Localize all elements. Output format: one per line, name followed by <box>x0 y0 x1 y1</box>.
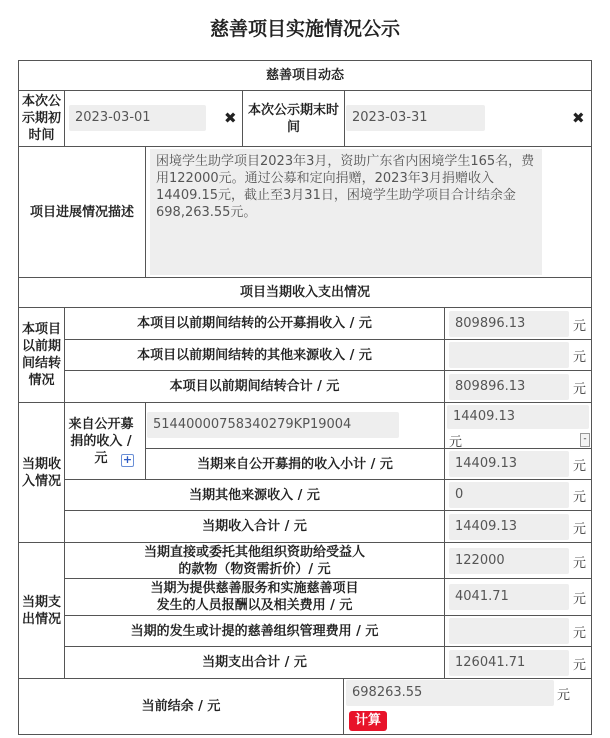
expense-staff-label <box>65 579 444 615</box>
carryover-public-input[interactable]: 809896.13 <box>449 311 569 337</box>
unit-label: 元 <box>573 319 587 334</box>
expense-total-label: 当期支出合计 / 元 <box>202 655 307 670</box>
section-dynamics-header: 慈善项目动态 <box>265 68 344 83</box>
carryover-total-label: 本项目以前期间结转合计 / 元 <box>169 379 340 394</box>
income-subtotal-label: 当期来自公开募捐的收入小计 / 元 <box>197 456 393 472</box>
income-subtotal-input[interactable]: 14409.13 <box>449 451 569 477</box>
unit-label: 元 <box>573 556 587 571</box>
carryover-public-label: 本项目以前期间结转的公开募捐收入 / 元 <box>137 316 372 331</box>
carryover-total-input[interactable]: 809896.13 <box>449 374 569 400</box>
income-total-label: 当期收入合计 / 元 <box>202 519 307 534</box>
balance-input[interactable]: 698263.55 <box>346 680 554 706</box>
expense-aid-label-line2: 的款物（物资需折价）/ 元 <box>178 561 331 577</box>
income-other-input[interactable]: 0 <box>449 482 569 508</box>
balance-label: 当前结余 / 元 <box>141 699 221 714</box>
unit-label: 元 <box>573 658 587 673</box>
income-record-number-input[interactable]: 51440000758340279KP19004 <box>147 412 399 438</box>
carryover-other-input[interactable] <box>449 342 569 368</box>
progress-textarea[interactable]: 困境学生助学项目2023年3月，资助广东省内困境学生165名，费用122000元。通过公募和定向捐赠，2023年3月捐赠收入14409.15元，截止至3月31日，困境学生助学项目合计结余金698,263.55元。 <box>150 149 542 275</box>
income-total-input[interactable]: 14409.13 <box>449 514 569 540</box>
income-other-label: 当期其他来源收入 / 元 <box>189 487 320 503</box>
expense-staff-label-line1: 当期为提供慈善服务和实施慈善项目 <box>150 581 359 596</box>
section-finance-header: 项目当期收入支出情况 <box>239 285 370 300</box>
carryover-group-label: 本项目以前期间结转情况 <box>21 322 61 388</box>
income-public-sub-label: 来自公开募捐的收入 / 元 <box>68 416 134 466</box>
unit-label: 元 <box>573 626 587 641</box>
add-record-icon[interactable]: + <box>122 453 133 466</box>
carryover-other-label: 本项目以前期间结转的其他来源收入 / 元 <box>137 347 372 363</box>
expense-mgmt-label: 当期的发生或计提的慈善组织管理费用 / 元 <box>130 623 379 639</box>
progress-label: 项目进展情况描述 <box>29 204 134 220</box>
clear-start-icon[interactable]: ✖ <box>224 109 237 127</box>
period-start-input[interactable]: 2023-03-01 <box>69 105 206 131</box>
unit-label: 元 <box>557 688 571 703</box>
income-record-amount-input[interactable]: 14409.13 <box>447 405 589 429</box>
expense-aid-label <box>65 543 444 578</box>
period-start-label: 本次公示期初时间 <box>21 94 61 143</box>
amount-spinner[interactable]: - <box>580 433 590 447</box>
page-title: 慈善项目实施情况公示 <box>209 18 400 40</box>
period-end-input[interactable]: 2023-03-31 <box>346 105 485 131</box>
expense-total-input[interactable]: 126041.71 <box>449 650 569 676</box>
calculate-button[interactable]: 计算 <box>349 711 387 731</box>
clear-end-icon[interactable]: ✖ <box>572 109 585 127</box>
period-end-label: 本次公示期末时间 <box>247 102 339 135</box>
expense-aid-input[interactable]: 122000 <box>449 548 569 574</box>
unit-label: 元 <box>573 592 587 607</box>
expense-group-label: 当期支出情况 <box>21 594 61 627</box>
expense-staff-label-line2: 发生的人员报酬以及相关费用 / 元 <box>156 598 353 613</box>
income-group-label: 当期收入情况 <box>21 456 61 489</box>
expense-staff-input[interactable]: 4041.71 <box>449 584 569 610</box>
unit-label: 元 <box>573 459 587 474</box>
unit-label: 元 <box>449 435 463 450</box>
expense-mgmt-input[interactable] <box>449 618 569 644</box>
unit-label: 元 <box>573 522 587 537</box>
unit-label: 元 <box>573 382 587 397</box>
expense-aid-label-line1: 当期直接或委托其他组织资助给受益人 <box>143 544 365 560</box>
unit-label: 元 <box>573 350 587 365</box>
unit-label: 元 <box>573 490 587 505</box>
